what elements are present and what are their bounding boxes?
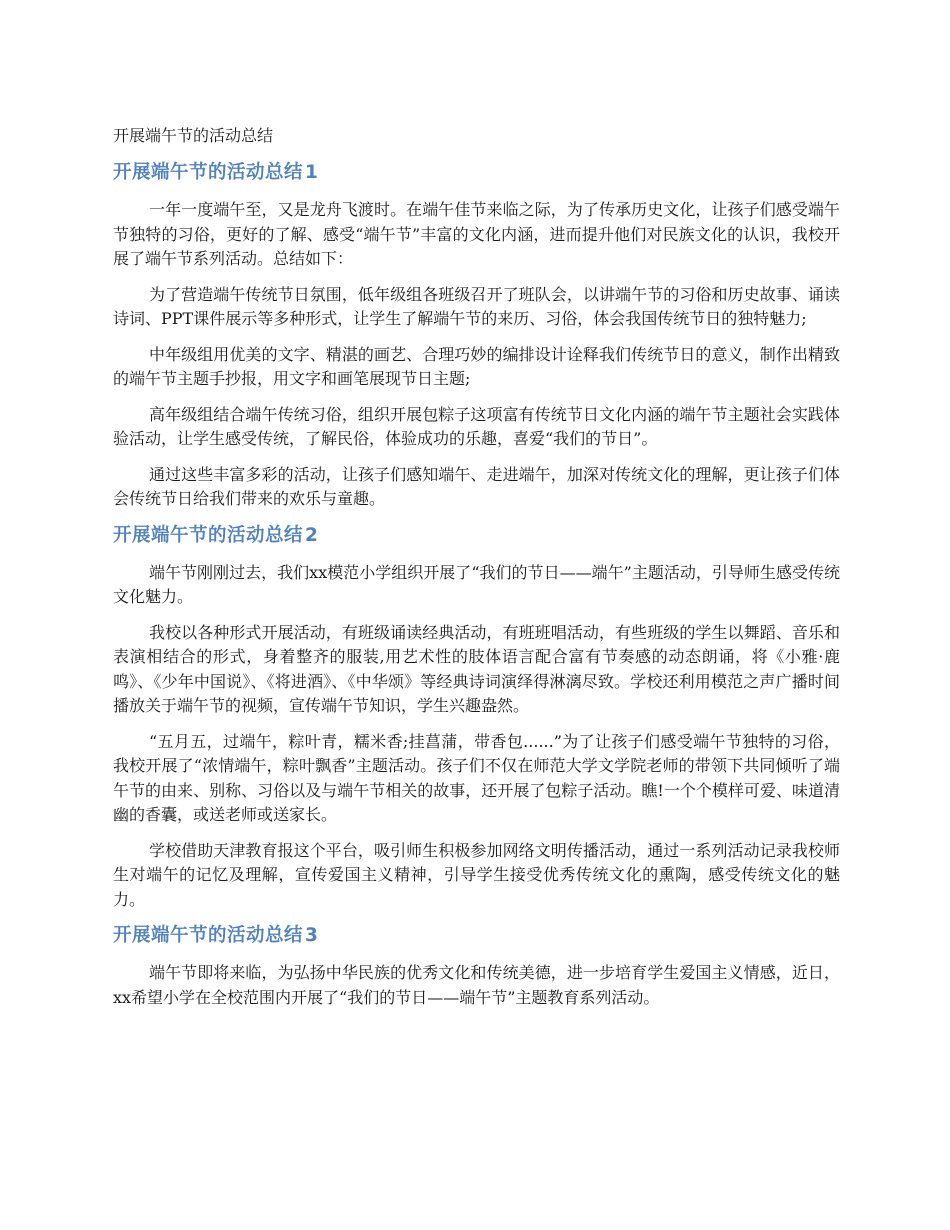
section-3 xyxy=(113,923,840,1010)
section-heading-text: 开展端午节的活动总结 xyxy=(113,162,304,183)
paragraph: “五月五，过端午，粽叶青，糯米香;挂菖蒲，带香包......”为了让孩子们感受端午节独特的习俗，我校开展了“浓情端午，粽叶飘香”主题活动。孩子们不仅在师范大学文学院老师的带领下共同倾听了端午节的由来、别称、习俗以及与端午节相关的故事，还开展了包粽子活动。瞧!一个个模样可爱、味道清幽的香囊，或送老师或送家长。 xyxy=(113,731,840,824)
paragraph: 端午节即将来临，为弘扬中华民族的优秀文化和传统美德，进一步培育学生爱国主义情感，近日，xx希望小学在全校范围内开展了“我们的节日——端午节”主题教育系列活动。 xyxy=(113,963,840,1007)
section-heading xyxy=(113,923,840,949)
section-heading-number: 2 xyxy=(305,524,319,546)
paragraph: 中年级组用优美的文字、精湛的画艺、合理巧妙的编排设计诠释我们传统节日的意义，制作出精致的端午节主题手抄报，用文字和画笔展现节日主题; xyxy=(113,344,840,388)
section-heading-number: 1 xyxy=(305,162,319,183)
document-title: 开展端午节的活动总结 xyxy=(113,126,274,145)
section-heading xyxy=(113,160,840,186)
paragraph: 为了营造端午传统节日氛围，低年级组各班级召开了班队会，以讲端午节的习俗和历史故事、诵读诗词、PPT课件展示等多种形式，让学生了解端午节的来历、习俗，体会我国传统节日的独特魅力; xyxy=(113,284,840,328)
paragraph: 学校借助天津教育报这个平台，吸引师生积极参加网络文明传播活动，通过一系列活动记录我校师生对端午的记忆及理解，宣传爱国主义精神，引导学生接受优秀传统文化的熏陶，感受传统文化的魅力。 xyxy=(113,840,840,909)
section-heading-text: 开展端午节的活动总结 xyxy=(113,524,304,546)
paragraph: 一年一度端午至，又是龙舟飞渡时。在端午佳节来临之际，为了传承历史文化，让孩子们感受端午节独特的习俗，更好的了解、感受“端午节”丰富的文化内涵，进而提升他们对民族文化的认识，我校开展了端午节系列活动。总结如下： xyxy=(113,200,840,268)
section-heading-text: 开展端午节的活动总结 xyxy=(113,925,304,946)
paragraph: 高年级组结合端午传统习俗，组织开展包粽子这项富有传统节日文化内涵的端午节主题社会实践体验活动，让学生感受传统，了解民俗，体验成功的乐趣，喜爱“我们的节日”。 xyxy=(113,404,840,448)
section-1 xyxy=(113,160,840,512)
paragraph: 端午节刚刚过去，我们xx模范小学组织开展了“我们的节日——端午”主题活动，引导师生感受传统文化魅力。 xyxy=(113,562,840,606)
section-heading xyxy=(113,523,840,549)
paragraph: 通过这些丰富多彩的活动，让孩子们感知端午、走进端午，加深对传统文化的理解，更让孩子们体会传统节日给我们带来的欢乐与童趣。 xyxy=(113,464,840,508)
document-page xyxy=(113,124,840,1021)
paragraph: 我校以各种形式开展活动，有班级诵读经典活动，有班班唱活动，有些班级的学生以舞蹈、音乐和表演相结合的形式，身着整齐的服装,用艺术性的肢体语言配合富有节奏感的动态朗诵，将《小雅·鹿鸣》、《少年中国说》、《将进酒》、《中华颂》等经典诗词演绎得淋漓尽致。学校还利用模范之声广播时间播放关于端午节的视频，宣传端午节知识，学生兴趣盎然。 xyxy=(113,622,840,715)
section-2 xyxy=(113,523,840,913)
section-heading-number: 3 xyxy=(305,925,319,946)
